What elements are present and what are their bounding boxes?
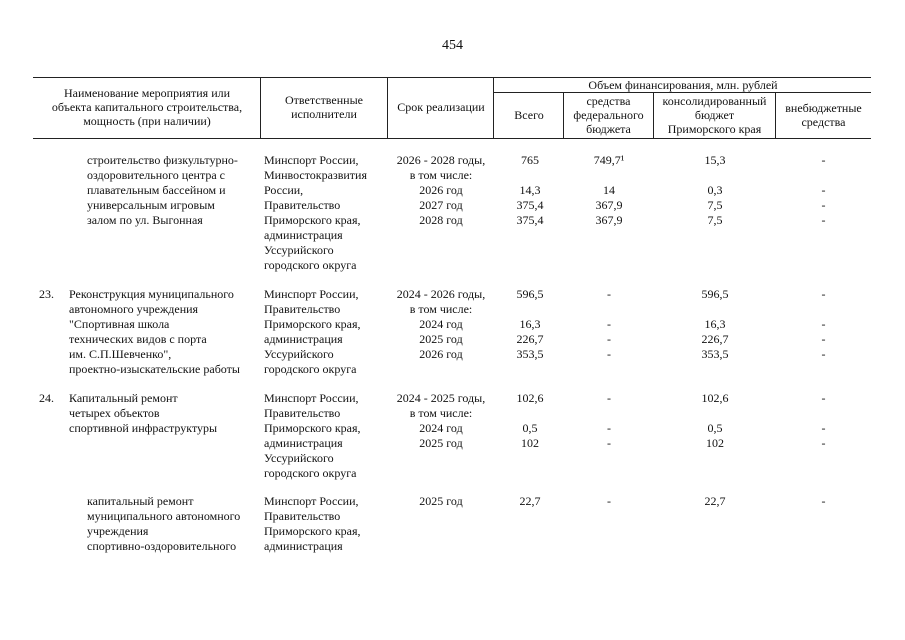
- row-executors: Минспорт России, Минвостокразвития России, Правительство Приморского края, администрация Уссурийского городского округа: [264, 153, 367, 272]
- row-consolidated: 22,7: [704, 494, 726, 508]
- header-executors: Ответственные исполнители: [285, 93, 363, 121]
- header-name: Наименование мероприятия или объекта капитального строительства, мощность (при наличии): [51, 86, 243, 128]
- row-executors: Минспорт России, Правительство Приморского края, администрация: [264, 494, 361, 553]
- row-consolidated: 596,5 16,3 226,7 353,5: [701, 287, 729, 361]
- row-executors: Минспорт России, Правительство Приморского края, администрация Уссурийского городского округа: [264, 391, 361, 480]
- row-name: Капитальный ремонт четырех объектов спортивной инфраструктуры: [69, 391, 218, 435]
- row-executors: Минспорт России, Правительство Приморского края, администрация Уссурийского городского округа: [264, 287, 361, 376]
- row-federal: - - - -: [607, 287, 611, 361]
- row-period: 2024 - 2026 годы, в том числе: 2024 год 2025 год 2026 год: [396, 287, 486, 361]
- header-bottom-rule: [33, 138, 871, 139]
- row-name: строительство физкультурно- оздоровительного центра с плавательным бассейном и универсальным игровым залом по ул. Выгонная: [87, 153, 238, 227]
- row-period: 2026 - 2028 годы, в том числе: 2026 год 2027 год 2028 год: [396, 153, 486, 227]
- row-federal: - - -: [607, 391, 611, 450]
- header-mid-rule: [493, 92, 871, 93]
- row-consolidated: 15,3 0,3 7,5 7,5: [704, 153, 726, 227]
- header-extrabudget: внебюджетные средства: [785, 101, 862, 129]
- header-consolidated: консолидированный бюджет Приморского края: [662, 94, 767, 136]
- row-number: 23.: [39, 287, 54, 301]
- row-number: 24.: [39, 391, 54, 405]
- row-total: 596,5 16,3 226,7 353,5: [516, 287, 544, 361]
- row-extrabudget: - - - -: [821, 153, 826, 227]
- row-period: 2024 - 2025 годы, в том числе: 2024 год 2025 год: [396, 391, 486, 450]
- header-divider: [493, 77, 494, 138]
- header-divider: [387, 77, 388, 138]
- row-extrabudget: -: [821, 494, 826, 508]
- row-extrabudget: - - -: [821, 391, 826, 450]
- page-number: 454: [442, 38, 463, 53]
- header-financing: Объем финансирования, млн. рублей: [588, 78, 778, 92]
- row-total: 102,6 0,5 102: [516, 391, 544, 450]
- header-period: Срок реализации: [397, 100, 485, 114]
- row-federal: -: [607, 494, 611, 508]
- row-total: 22,7: [519, 494, 541, 508]
- row-consolidated: 102,6 0,5 102: [701, 391, 729, 450]
- header-total: Всего: [514, 108, 544, 122]
- header-federal: средства федерального бюджета: [573, 94, 644, 136]
- row-name: Реконструкция муниципального автономного учреждения "Спортивная школа технических видов с порта им. С.П.Шевченко", проектно-изыскательские работы: [69, 287, 240, 376]
- row-federal: 749,7¹ 14 367,9 367,9: [593, 153, 625, 227]
- row-extrabudget: - - - -: [821, 287, 826, 361]
- row-period: 2025 год: [419, 494, 463, 508]
- row-name: капитальный ремонт муниципального автономного учреждения спортивно-оздоровительного: [87, 494, 241, 553]
- header-divider: [260, 77, 261, 138]
- row-total: 765 14,3 375,4 375,4: [516, 153, 544, 227]
